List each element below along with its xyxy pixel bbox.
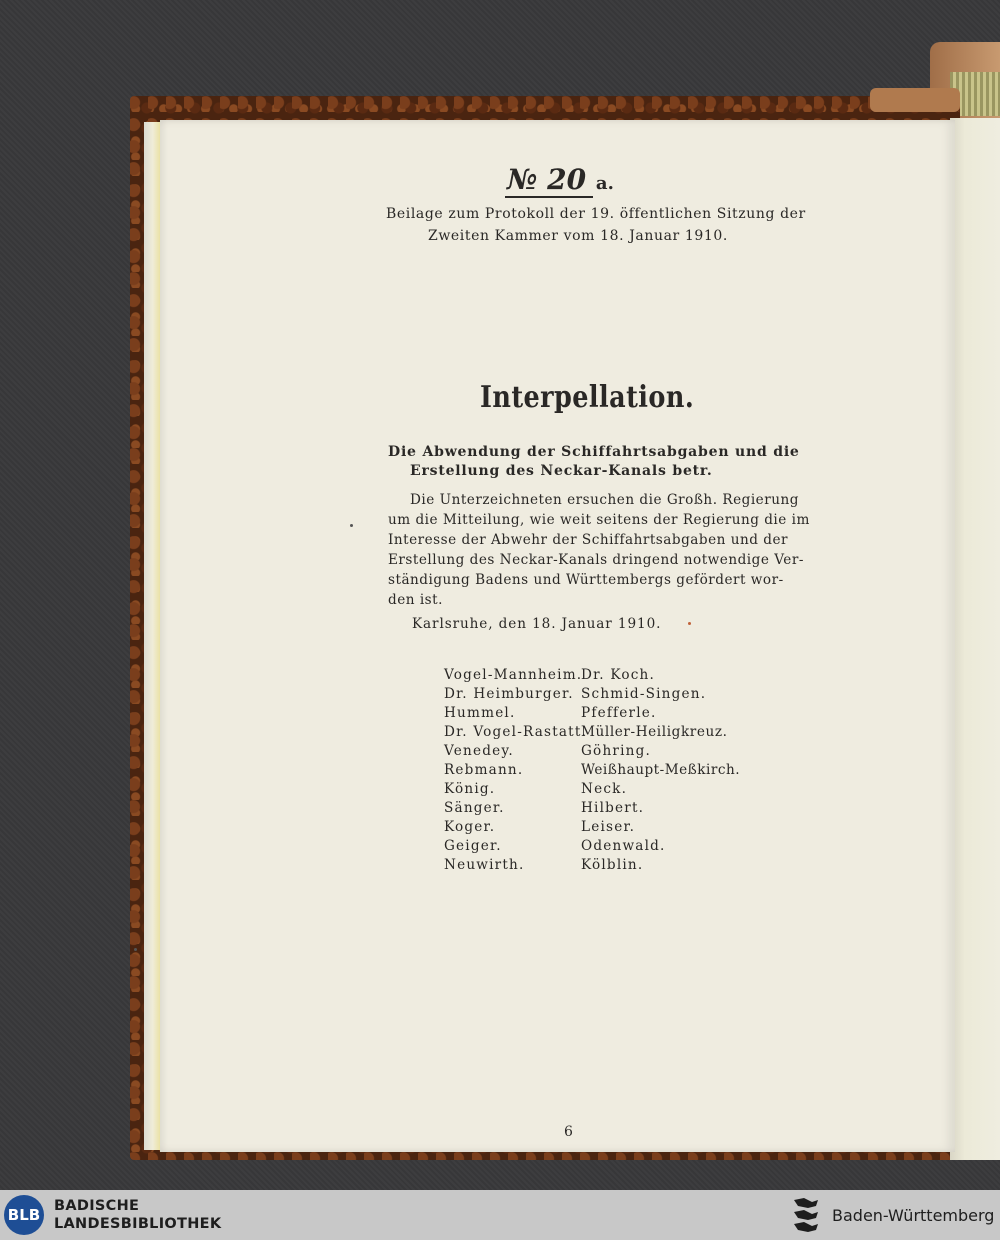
signatory-left: Dr. Vogel-Rastatt. bbox=[444, 724, 588, 740]
signatory-left: Geiger. bbox=[444, 838, 502, 854]
ink-mark bbox=[688, 622, 691, 625]
signatory-left: Neuwirth. bbox=[444, 857, 525, 873]
cover-leather-corner bbox=[870, 88, 960, 112]
signatory-right: Müller-Heiligkreuz. bbox=[581, 724, 728, 740]
signatory-right: Weißhaupt-Meßkirch. bbox=[581, 762, 741, 778]
baden-wuerttemberg-lions-icon bbox=[790, 1196, 822, 1234]
number-label: № 20 bbox=[507, 163, 587, 196]
document-number bbox=[507, 163, 614, 196]
blb-name-line-1: BADISCHE bbox=[54, 1198, 140, 1214]
signatory-right: Kölblin. bbox=[581, 857, 644, 873]
body-line: den ist. bbox=[388, 592, 443, 608]
signatory-left: Venedey. bbox=[444, 743, 514, 759]
signatory-right: Schmid-Singen. bbox=[581, 686, 707, 702]
subject-line-1: Die Abwendung der Schiffahrtsabgaben und die bbox=[388, 444, 800, 460]
blb-name-line-2: LANDESBIBLIOTHEK bbox=[54, 1216, 222, 1232]
subject-line-2: Erstellung des Neckar-Kanals betr. bbox=[410, 463, 713, 479]
signatory-left: Vogel-Mannheim. bbox=[444, 667, 583, 683]
document-page bbox=[160, 120, 955, 1152]
signatory-left: Koger. bbox=[444, 819, 496, 835]
signatory-left: König. bbox=[444, 781, 496, 797]
body-line: ständigung Badens und Württembergs gefördert wor- bbox=[388, 572, 784, 588]
paper-speck bbox=[134, 948, 137, 951]
signatory-right: Leiser. bbox=[581, 819, 636, 835]
page-number: 6 bbox=[564, 1124, 573, 1140]
number-suffix: a. bbox=[595, 173, 614, 194]
signatory-right: Dr. Koch. bbox=[581, 667, 656, 683]
paper-speck bbox=[350, 524, 353, 527]
subtitle-line-1: Beilage zum Protokoll der 19. öffentlichen Sitzung der bbox=[386, 206, 806, 222]
signatory-right: Odenwald. bbox=[581, 838, 666, 854]
signatory-right: Göhring. bbox=[581, 743, 652, 759]
signatory-left: Rebmann. bbox=[444, 762, 524, 778]
baden-wuerttemberg-label[interactable]: Baden-Württemberg bbox=[832, 1206, 995, 1225]
document-heading: Interpellation. bbox=[480, 380, 695, 415]
signatory-left: Hummel. bbox=[444, 705, 516, 721]
subtitle-line-2: Zweiten Kammer vom 18. Januar 1910. bbox=[428, 228, 728, 244]
signatory-right: Hilbert. bbox=[581, 800, 645, 816]
body-line: Interesse der Abwehr der Schiffahrtsabgaben und der bbox=[388, 532, 788, 548]
number-underline bbox=[505, 196, 593, 198]
place-date: Karlsruhe, den 18. Januar 1910. bbox=[412, 616, 662, 632]
signatory-right: Pfefferle. bbox=[581, 705, 657, 721]
blb-logo[interactable]: BLB bbox=[4, 1195, 44, 1235]
signatory-right: Neck. bbox=[581, 781, 628, 797]
body-line: Erstellung des Neckar-Kanals dringend notwendige Ver- bbox=[388, 552, 804, 568]
facing-page bbox=[950, 118, 1000, 1160]
signatory-left: Dr. Heimburger. bbox=[444, 686, 574, 702]
body-line: Die Unterzeichneten ersuchen die Großh. Regierung bbox=[410, 492, 799, 508]
body-line: um die Mitteilung, wie weit seitens der Regierung die im bbox=[388, 512, 810, 528]
signatory-left: Sänger. bbox=[444, 800, 505, 816]
